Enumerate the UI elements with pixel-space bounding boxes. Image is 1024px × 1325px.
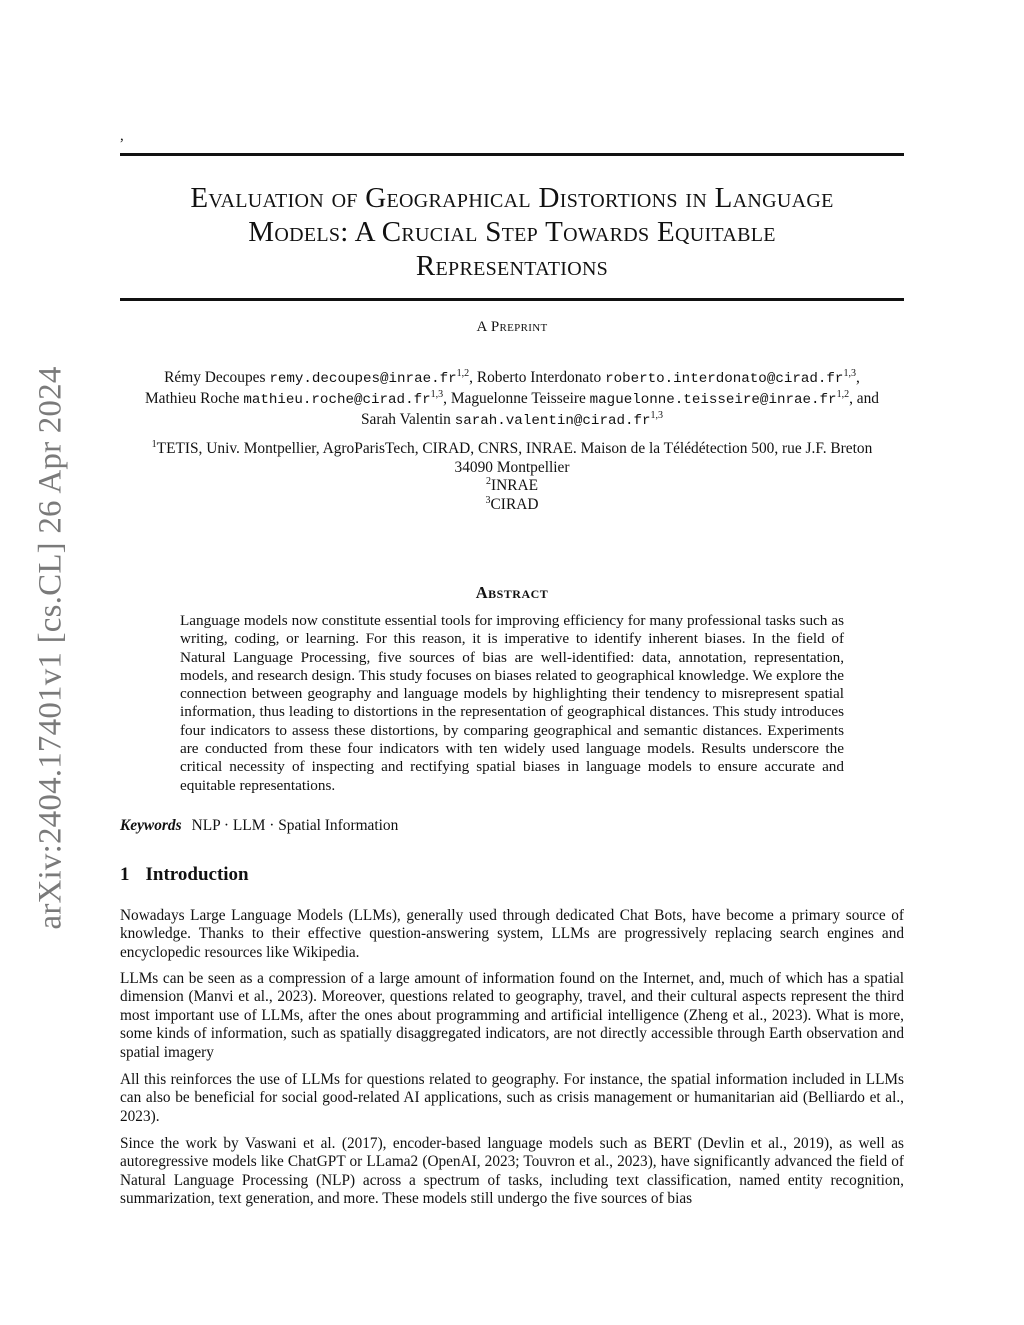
title-rule-bottom xyxy=(120,298,904,301)
author-email[interactable]: mathieu.roche@cirad.fr xyxy=(243,392,431,408)
author-affiliation-mark: 1,2 xyxy=(836,389,850,400)
affiliation-3 xyxy=(110,496,914,515)
author-suffix: , and xyxy=(849,390,879,407)
affiliation-mark: 2 xyxy=(485,476,491,487)
section-number: 1 xyxy=(120,864,130,885)
stray-mark: , xyxy=(120,128,124,144)
body-paragraph: Since the work by Vaswani et al. (2017), encoder-based language models such as BERT (Devlin et al., 2019), as well as autoregressive models like ChatGPT or LLama2 (OpenAI, 2023; Touvron et al., 2023), have significantly advanced the field of Natural Language Processing (NLP) across a spectrum of tasks, including text classification, named entity recognition, summarization, text generation, and more. These models still undergo the five sources of bias xyxy=(120,1135,904,1208)
affiliation-text: CIRAD xyxy=(490,495,539,513)
author-email[interactable]: roberto.interdonato@cirad.fr xyxy=(605,371,844,387)
author-line-1 xyxy=(110,368,914,389)
title-line-3: Representations xyxy=(415,250,609,282)
arxiv-identifier: arXiv:2404.17401v1 [cs.CL] 26 Apr 2024 xyxy=(32,366,69,930)
abstract-heading: Abstract xyxy=(475,583,549,602)
author-line-3 xyxy=(110,410,914,431)
keywords-line xyxy=(120,817,398,835)
body-paragraph: LLMs can be seen as a compression of a large amount of information found on the Internet, and, much of which has a spatial dimension (Manvi et al., 2023). Moreover, questions related to geography, travel, and their cultural aspects represent the third most important use of LLMs, after the ones about programming and artificial intelligence (Zheng et al., 2023). What is more, some kinds of information, such as spatially disaggregated indicators, are not directly accessible through Earth observation and spatial imagery xyxy=(120,970,904,1061)
keywords-label: Keywords xyxy=(120,817,182,834)
author-affiliation-mark: 1,3 xyxy=(430,389,444,400)
affiliation-text: TETIS, Univ. Montpellier, AgroParisTech, CIRAD, CNRS, INRAE. Maison de la Télédétection 500, rue J.F. Breton xyxy=(156,440,873,457)
author-email[interactable]: maguelonne.teisseire@inrae.fr xyxy=(589,392,837,408)
body-paragraph: All this reinforces the use of LLMs for questions related to geography. For instance, the spatial information included in LLMs can also be beneficial for social good-related AI applications, such as crisis management or humanitarian aid (Belliardo et al., 2023). xyxy=(120,1071,904,1125)
section-heading-introduction xyxy=(120,864,249,886)
title-line-2: Models: A Crucial Step Towards Equitable xyxy=(248,216,776,248)
title-line-1: Evaluation of Geographical Distortions in Language xyxy=(190,182,834,214)
affiliation-mark: 3 xyxy=(485,494,491,506)
author-line-2 xyxy=(110,389,914,410)
affiliation-2 xyxy=(110,477,914,496)
author-affiliation-mark: 1,3 xyxy=(843,368,856,379)
separator-comma: , xyxy=(855,369,860,386)
author-name: , Roberto Interdonato xyxy=(469,369,606,386)
title-rule-top xyxy=(120,153,904,156)
author-affiliation-mark: 1,2 xyxy=(456,368,470,379)
author-name: Rémy Decoupes xyxy=(164,369,270,386)
affiliation-1 xyxy=(110,440,914,459)
affiliation-1-address: 34090 Montpellier xyxy=(454,458,570,476)
affiliation-text: INRAE xyxy=(490,477,539,494)
affiliation-mark: 1 xyxy=(151,439,157,450)
author-email[interactable]: sarah.valentin@cirad.fr xyxy=(454,413,651,429)
paper-title xyxy=(120,181,904,283)
preprint-label: A Preprint xyxy=(476,319,548,335)
body-paragraph: Nowadays Large Language Models (LLMs), generally used through dedicated Chat Bots, have become a primary source of knowledge. Thanks to their effective question-answering system, LLMs are progressively replacing search engines and encyclopedic resources like Wikipedia. xyxy=(120,907,904,961)
author-name: Mathieu Roche xyxy=(145,390,244,407)
author-list xyxy=(110,368,914,431)
author-affiliation-mark: 1,3 xyxy=(650,410,664,421)
abstract-body: Language models now constitute essential tools for improving efficiency for many professional tasks such as writing, coding, or learning. For this reason, it is imperative to identify inherent biases. In the field of Natural Language Processing, five sources of bias are well-identified: data, annotation, representation, models, and research design. This study focuses on biases related to geographical knowledge. We explore the connection between geography and language models by highlighting their tendency to misrepresent spatial information, thus leading to distortions in the representation of geographical distances. This study introduces four indicators to assess these distortions, by comparing geographical and semantic distances. Experiments are conducted from these four indicators with ten widely used language models. Results underscore the critical necessity of inspecting and rectifying spatial biases in language models to ensure accurate and equitable representations. xyxy=(180,612,844,794)
affiliation-list xyxy=(110,440,914,514)
author-name: Sarah Valentin xyxy=(360,411,455,428)
section-title: Introduction xyxy=(145,864,249,885)
keywords-value: NLP · LLM · Spatial Information xyxy=(191,817,399,834)
author-name: , Maguelonne Teisseire xyxy=(443,390,590,407)
author-email[interactable]: remy.decoupes@inrae.fr xyxy=(269,371,457,387)
